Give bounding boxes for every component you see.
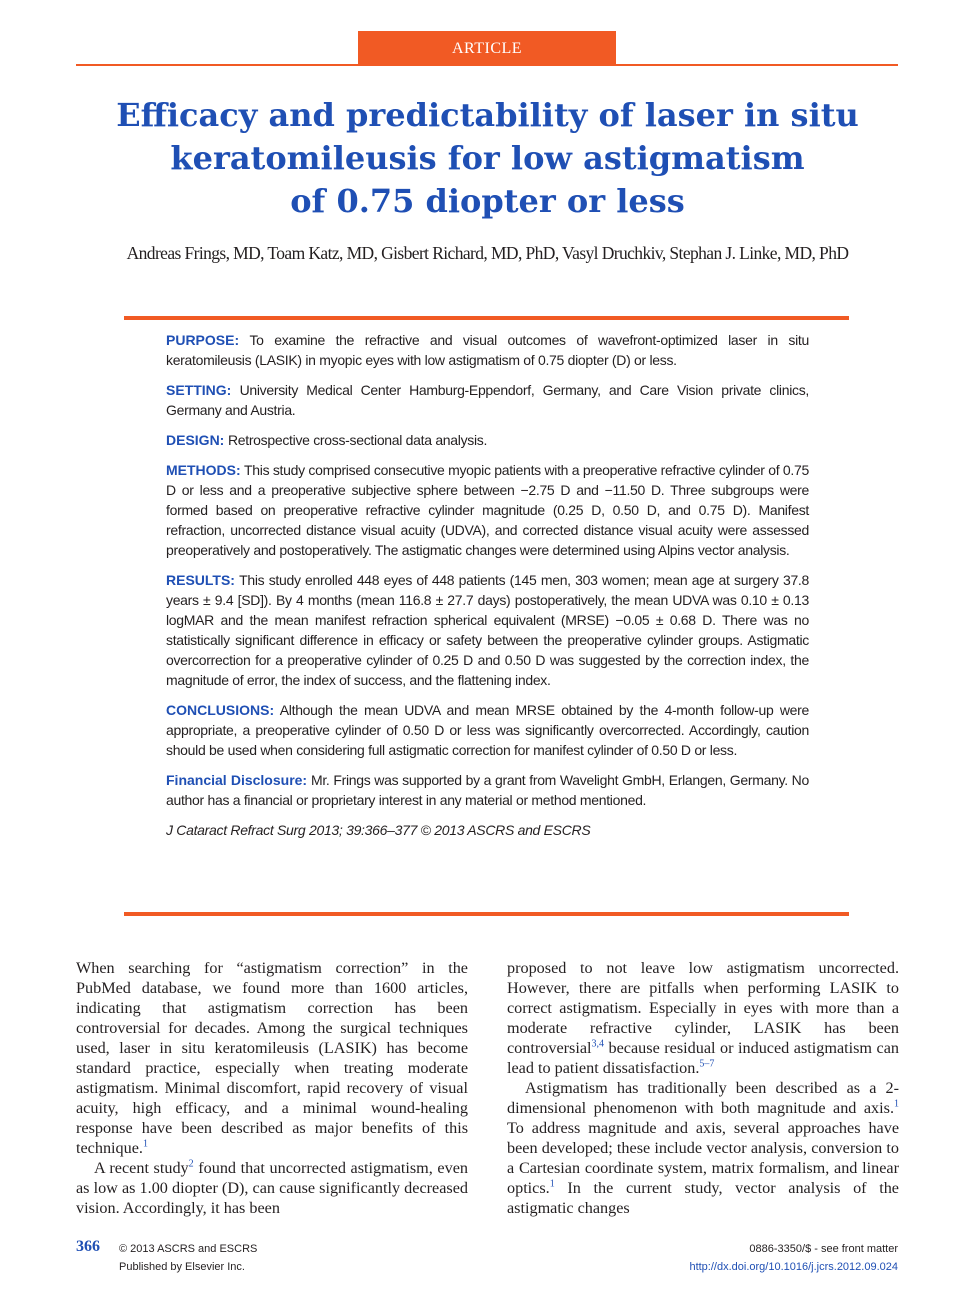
conclusions-label: CONCLUSIONS: [166,702,275,718]
abstract-setting [166,380,809,420]
abstract [166,330,809,850]
reference-link[interactable]: 1 [142,1138,148,1150]
author-list: Andreas Frings, MD, Toam Katz, MD, Gisbert Richard, MD, PhD, Vasyl Druchkiv, Stephan J. Linke, MD, PhD [126,243,849,263]
title-line: Efficacy and predictability of laser in situ [116,96,859,134]
abstract-bottom-rule [124,912,849,916]
paragraph-text: A recent study [94,1159,189,1177]
paragraph-text: found that uncorrected astigmatism, even as low as 1.00 diopter (D), can cause significantly decreased vision. Accordingly, it has been [76,1159,468,1217]
abstract-methods [166,460,809,560]
reference-link[interactable]: 2 [188,1158,194,1170]
title-line: of 0.75 diopter or less [290,182,685,220]
section-label: ARTICLE [358,31,616,66]
body-paragraph [76,1158,468,1218]
body-paragraph [507,958,899,1078]
journal-citation: J Cataract Refract Surg 2013; 39:366–377 © 2013 ASCRS and ESCRS [166,822,591,838]
title-line: keratomileusis for low astigmatism [170,139,805,177]
setting-label: SETTING: [166,382,232,398]
reference-link[interactable]: 1 [894,1098,899,1110]
abstract-disclosure [166,770,809,810]
paragraph-text: proposed to not leave low astigmatism uncorrected. However, there are pitfalls when performing LASIK to correct astigmatism. Especially in eyes with more than a moderate refractive cylinder, LASIK has been controversial [507,959,899,1057]
results-text: This study enrolled 448 eyes of 448 patients (145 men, 303 women; mean age at surgery 37.8 years ± 9.4 [SD]). By 4 months (mean 116.8 ± 27.7 days) postoperatively, the mean UDVA was 0.10 ± 0.13 logMAR and the mean manifest refraction spherical equivalent (MRSE) −0.05 ± 0.68 D. There was no statistically significant difference in efficacy or safety between the preoperative cylinder groups. Astigmatic overcorrection for a preoperative cylinder of 0.25 D and 0.50 D was suggested by the correction index, the magnitude of error, the index of success, and the flattening index. [166,572,810,688]
abstract-design [166,430,809,450]
design-text: Retrospective cross-sectional data analysis. [227,432,488,448]
disclosure-text: Mr. Frings was supported by a grant from Wavelight GmbH, Erlangen, Germany. No author has a financial or proprietary interest in any material or method mentioned. [166,772,809,808]
disclosure-label: Financial Disclosure: [166,772,308,788]
body-paragraph [76,958,468,1158]
footer-publisher: Published by Elsevier Inc. [119,1261,245,1273]
reference-link[interactable]: 1 [549,1178,555,1190]
methods-text: This study comprised consecutive myopic patients with a preoperative refractive cylinder of 0.75 D or less and a preoperative subjective sphere between −2.75 D and −11.50 D. Three subgroups were formed based on preoperative refractive cylinder magnitude (0.25 D, 0.50 D, and 0.75 D). Manifest refraction, uncorrected distance visual acuity (UDVA), and corrected distance visual acuity were assessed preoperatively and postoperatively. The astigmatic changes were determined using Alpins vector analysis. [166,462,809,558]
abstract-results [166,570,809,690]
body-column-left [76,958,468,1218]
body-column-right [507,958,899,1218]
body-paragraph [507,1078,899,1218]
paragraph-text: To address magnitude and axis, several approaches have been developed; these include vector analysis, conversion to a Cartesian coordinate system, matrix formalism, and linear optics. [507,1119,899,1197]
paragraph-text: because residual or induced astigmatism can lead to patient dissatisfaction. [507,1039,899,1077]
footer-copyright: © 2013 ASCRS and ESCRS [119,1243,258,1255]
paragraph-text: Astigmatism has traditionally been described as a 2-dimensional phenomenon with both magnitude and axis. [507,1079,899,1117]
setting-text: University Medical Center Hamburg-Eppendorf, Germany, and Care Vision private clinics, Germany and Austria. [166,382,809,418]
footer-issn: 0886-3350/$ - see front matter [749,1243,898,1255]
abstract-purpose [166,330,809,370]
conclusions-text: Although the mean UDVA and mean MRSE obtained by the 4-month follow-up were appropriate, a preoperative cylinder of 0.50 D or less was significantly overcorrected. Accordingly, caution should be used when considering full astigmatic correction for manifest cylinder of 0.50 D or less. [166,702,809,758]
abstract-top-rule [124,316,849,320]
reference-link[interactable]: 5–7 [699,1058,715,1070]
methods-label: METHODS: [166,462,241,478]
page-number: 366 [76,1238,100,1255]
reference-link[interactable]: 3,4 [591,1038,605,1050]
paragraph-text: In the current study, vector analysis of the astigmatic changes [507,1179,899,1217]
doi-link[interactable]: http://dx.doi.org/10.1016/j.jcrs.2012.09.024 [689,1261,898,1273]
article-title [100,94,875,223]
paragraph-text: When searching for “astigmatism correction” in the PubMed database, we found more than 1600 articles, indicating that astigmatism correction has been controversial for decades. Among the surgical techniques used, laser in situ keratomileusis (LASIK) has become standard practice, especially when treating moderate astigmatism. Minimal discomfort, rapid recovery of visual acuity, high efficacy, and a minimal wound-healing response have been described as major benefits of this technique. [76,959,468,1157]
purpose-text: To examine the refractive and visual outcomes of wavefront-optimized laser in situ keratomileusis (LASIK) in myopic eyes with low astigmatism of 0.75 diopter (D) or less. [166,332,809,368]
abstract-conclusions [166,700,809,760]
purpose-label: PURPOSE: [166,332,240,348]
design-label: DESIGN: [166,432,225,448]
results-label: RESULTS: [166,572,235,588]
